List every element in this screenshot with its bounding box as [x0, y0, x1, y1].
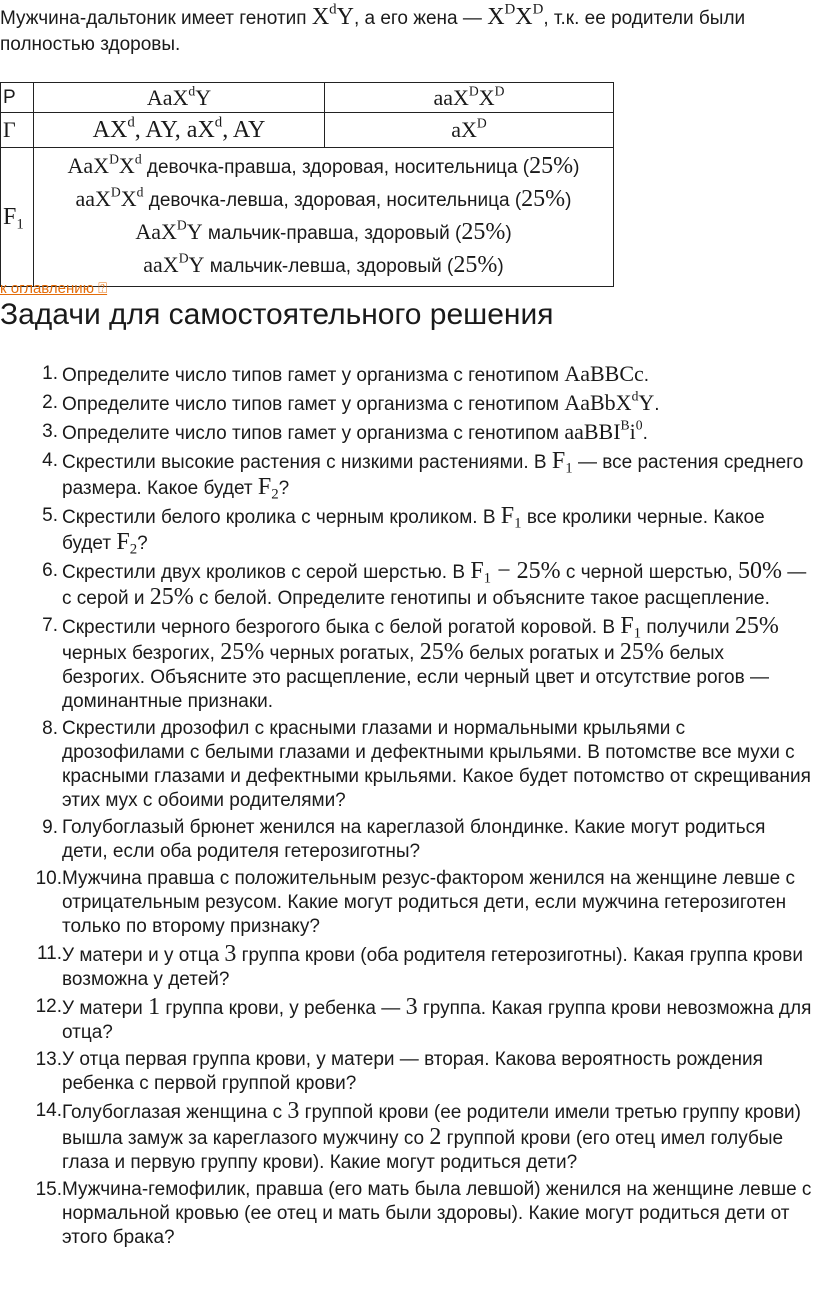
task-item: 12. У матери 1 группа крови, у ребенка — 3 группа. Какая группа крови невозможна для отца? [35, 994, 812, 1043]
task-item: 13. У отца первая группа крови, у матери — вторая. Какова вероятность рождения ребенка с первой группой крови? [35, 1049, 763, 1094]
back-to-contents-link[interactable]: к оглавлению ⍰ [0, 280, 108, 297]
offspring-item: $AaX^DX^d$ девочка-правша, здоровая, носительница (25%) [67, 151, 580, 179]
cross-table [0, 82, 614, 287]
task-item: 9. Голубоглазый брюнет женился на кареглазой блондинке. Какие могут родиться дети, если оба родителя гетерозиготны? [42, 817, 766, 862]
offspring-list [34, 148, 614, 287]
gametes-father: $AX^d$, AY, $aX^d$, AY [34, 113, 325, 148]
gametes-row [1, 113, 614, 148]
parent-mother: $aaX^DX^D$ [325, 83, 614, 113]
offspring-item: aaX$^D$Y мальчик-левша, здоровый (25%) [143, 250, 504, 278]
task-item: 3. Определите число типов гамет у организма с генотипом $aaBBI^Bi^0$. [42, 417, 648, 444]
genotype-father: $X^dY$ [311, 1, 354, 30]
offspring-row [1, 148, 614, 287]
intro-paragraph [0, 1, 810, 58]
intro-text-2: , а его жена — [353, 8, 488, 29]
parent-father: AaX$^d$Y [34, 83, 325, 113]
task-item: 4. Скрестили высокие растения с низкими растениями. В $F_1$ — все растения среднего размера. Какое будет $F_2$? [42, 448, 804, 503]
parents-label: P [1, 83, 34, 113]
task-item: 11. У матери и у отца 3 группа крови (оба родителя гетерозиготны). Какая группа крови возможна у детей? [36, 941, 803, 990]
intro-text-1: Мужчина-дальтоник имеет генотип [0, 8, 312, 29]
task-item: 6. Скрестили двух кроликов с серой шерстью. В $F_1 - 25\%$ с черной шерстью, 50% — с серой и 25% с белой. Определите генотипы и объясните такое расщепление. [42, 558, 807, 610]
offspring-label: $F_1$ [1, 148, 34, 287]
gametes-mother: $aX^D$ [325, 113, 614, 148]
task-item: 2. Определите число типов гамет у организма с генотипом AaBbX$^d$Y. [42, 388, 660, 415]
task-item: 15. Мужчина-гемофилик, правша (его мать была левшой) женился на женщине левше с нормальной кровью (ее отец и мать были здоровы). Какие могут родиться дети от этого брака? [35, 1179, 812, 1248]
offspring-item: AaX$^D$Y мальчик-правша, здоровый (25%) [135, 217, 512, 245]
parents-row [1, 83, 614, 113]
task-list [0, 362, 816, 1253]
task-item: 7. Скрестили черного безрогого быка с белой рогатой коровой. В $F_1$ получили 25% черных безрогих, 25% черных рогатых, 25% белых рогатых и 25% белых безрогих. Объясните это расщепление, если черный цвет и отсутствие рогов — доминантные признаки. [42, 613, 779, 712]
intro-text-3: , т.к. ее родители были полностью здоровы. [0, 8, 746, 55]
task-item: 1. Определите число типов гамет у организма с генотипом AaBBCc. [42, 361, 650, 386]
offspring-item: $aaX^DX^d$ девочка-левша, здоровая, носительница (25%) [75, 184, 572, 212]
section-heading: Задачи для самостоятельного решения [0, 298, 554, 331]
task-item: 5. Скрестили белого кролика с черным кроликом. В $F_1$ все кролики черные. Какое будет $F_2$? [42, 503, 765, 558]
task-item: 14. Голубоглазая женщина с 3 группой крови (ее родители имели третью группу крови) вышла замуж за кареглазого мужчину со 2 группой крови (его отец имел голубые глаза и первую группу крови). Какие могут родиться дети? [35, 1098, 801, 1173]
task-item: 10. Мужчина правша с положительным резус-фактором женился на женщине левше с отрицательным резусом. Какие могут родиться дети, если мужчина гетерозиготен только по второму признаку? [35, 868, 795, 937]
gametes-label: Г [1, 113, 34, 148]
task-item: 8. Скрестили дрозофил с красными глазами и нормальными крыльями с дрозофилами с белыми глазами и дефектными крыльями. В потомстве все мухи с красными глазами и дефектными крыльями. Какое будет потомство от скрещивания этих мух с обоими родителями? [42, 718, 811, 811]
genotype-mother: $X^DX^D$ [487, 1, 544, 30]
